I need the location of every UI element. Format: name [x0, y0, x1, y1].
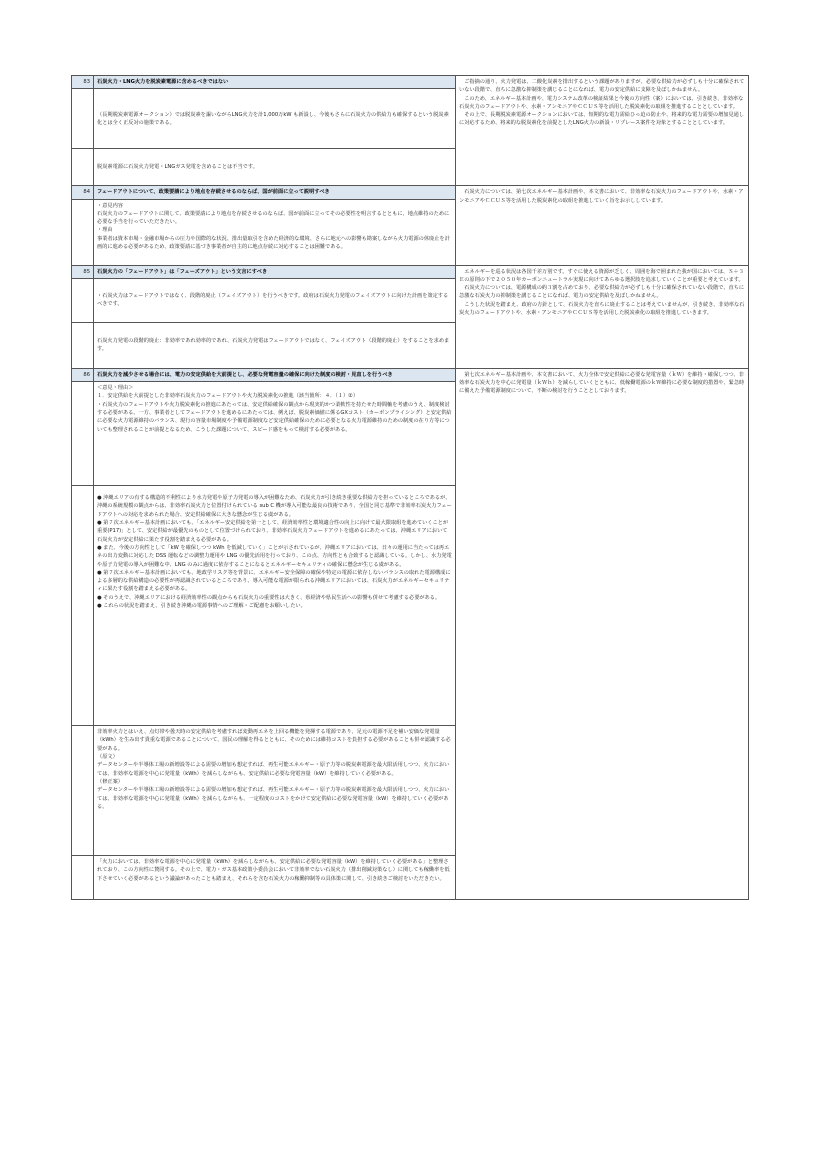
item-number: 83	[72, 76, 94, 89]
answer-cell: ご指摘の通り、火力発電は、二酸化炭素を排出するという課題がありますが、必要な供給力が必ずしも十分に確保されていない段階で、直ちに急激な抑制策を講じることになれば、電力の安定供給に支障を及ぼしかねません。 このため、エネルギー基本計画や、電力システム改革の検証結果と今後の方向性（案）においては、引き続き、非効率な石炭火力のフェードアウトや、水素・アンモニアやＣＣＵＳ等を活用した脱炭素化の取組を推進することとしています。 その上で、長期脱炭素電源オークションにおいては、短期的な電力需給ひっ迫の防止や、将来的な電力需要の増加見通しに対応するため、将来的な脱炭素化を前提としたLNG火力の新設・リプレース案件を対象とすることとしています。	[456, 76, 749, 186]
item-number: 84	[72, 186, 94, 199]
item-header-84	[72, 186, 749, 199]
opinion-text: （長期脱炭素電源オークション）では脱炭素を謳いながらLNG火力を計1,000万kW も新設し、今後もさらに石炭火力の供給力も確保するという脱炭素化とは全く正反対の施策である。	[94, 89, 456, 149]
answer-cell: 石炭火力については、第七次エネルギー基本計画や、本文書において、非効率な石炭火力のフェードアウトや、水素・アンモニアやＣＣＵＳ等を活用した脱炭素化の取組を推進していく旨をお示ししています。	[456, 186, 749, 265]
answer-cell: 第七次エネルギー基本計画や、本文書において、火力全体で安定供給に必要な発電容量（ｋＷ）を維持・確保しつつ、非効率な石炭火力を中心に発電量（ｋＷｈ）を減らしていくとともに、低稼働電源のｋＷ維持に必要な制度的措置や、緊急時に備えた予備電源制度について、不断の検討を行うこととしております。	[456, 368, 749, 899]
item-title: 石炭火力を減少させる場合には、電力の安定供給を大前提とし、必要な発電容量の確保に向けた制度の検討・見直しを行うべき	[94, 368, 456, 381]
item-number: 85	[72, 265, 94, 278]
item-header-86	[72, 368, 749, 381]
answer-cell: エネルギーを巡る状況は各国千差万別です。すぐに使える資源が乏しく、周囲を海で囲まれた我が国においては、Ｓ＋３Ｅの原則の下で２０５０年カーボンニュートラル実現に向けてあらゆる選択肢を追求していくことが重要と考えています。 石炭火力については、電源構成の約３割を占めており、必要な供給力が必ずしも十分に確保されていない段階で、直ちに急激な石炭火力の抑制策を講じることになれば、電力の安定供給を及ぼしかねません。 こうした状況を踏まえ、政府の方針として、石炭火力を直ちに廃止することは考えていませんが、引き続き、非効率な石炭火力のフェードアウトや、水素・アンモニアやＣＣＵＳ等を活用した脱炭素化の取組を推進していきます。	[456, 265, 749, 368]
opinion-text: ・石炭火力はフェードアウトではなく、段階的廃止（フェイズアウト）を行うべきです。政府は石炭火力発電のフェイズアウトに向けた計画を策定するべきです。	[94, 278, 456, 322]
item-header-83	[72, 76, 749, 89]
opinion-text: ・意見内容 石炭火力のフェードアウトに関して、政策要請により地点を存続させるのならば、国が前面に立ってその必要性を明言するとともに、地点維持のために必要な手当を行っていただきたい。 ・理由 事業者は資本市場・金融市場からの圧力や国際的な状況、排出量取引を含めた経済的な環境、さらに地元への影響も勘案しながら火力電源の休廃止を計画的に進める必要があるため、政策要請に基づき事業者が自主的に地点存続に対応することは困難である。	[94, 199, 456, 265]
opinion-text: 石炭火力発電の段階的廃止：非効率であれ効率的であれ、石炭火力発電はフェードアウトではなく、フェイズアウト（段階的廃止）をすることを求めます。	[94, 322, 456, 368]
item-title: 石炭火力・LNG火力を脱炭素電源に含めるべきではない	[94, 76, 456, 89]
opinion-text: ＜意見・理由＞ １．安定供給を大前提とした非効率石炭火力のフェードアウトや火力脱炭素化の推進（該当箇所：４．（１）②） ・石炭火力のフェードアウトや火力脱炭素化の推進にあたっては、安定供給確保の観点から現実的かつ柔軟性を持たせた時間軸を考慮のうえ、制度検討する必要がある。一方、事業者としてフェードアウトを進めるにあたっては、例えば、脱炭素価値に係るGXコスト（カーボンプライシング）と安定供給に必要な火力電源維持のバランス、現行の容量市場制度や予備電源制度など安定供給確保のために必要となる火力電源維持のための制度の在り方等についても整理されることが前提となるため、こうした課題について、スピード感をもって検討する必要がある。	[94, 382, 456, 486]
opinion-text: 非効率火力とはいえ、点灯帯や曇天時の安定供給を考慮すれば変動再エネを上回る機能を発揮する電源であり、足元の電源不足を補い安価な発電量（kWh）を生み出す貴重な電源であることについて、国民の理解を得るとともに、そのためには維持コストを負担する必要があることも併せ認識する必要がある。 （原文） データセンターや半導体工場の新増設等による需要の増加も想定すれば、再生可能エネルギー・原子力等の脱炭素電源を最大限活用しつつ、火力においては、非効率な電源を中心に発電量（kWh）を減らしながらも、安定供給に必要な発電容量（kW）を維持していく必要がある。 （修正案） データセンターや半導体工場の新増設等による需要の増加も想定すれば、再生可能エネルギー・原子力等の脱炭素電源を最大限活用しつつ、火力においては、非効率な電源を中心に発電量（kWh）を減らしながらも、一定程度のコストをかけて安定供給に必要な発電容量（kW）を維持していく必要がある。	[94, 726, 456, 856]
item-header-85	[72, 265, 749, 278]
opinion-text: 「火力においては、非効率な電源を中心に発電量（kWh）を減らしながらも、安定供給に必要な発電容量（kW）を維持していく必要がある」と整理されており、この方向性に賛同する。その上で、電力・ガス基本政策小委員会において非効率でない石炭火力（排出削減対策なし）に関しても稼働率を低下させていく必要があるという議論があったことも踏まえ、それらを含む石炭火力の稼働抑制等の具体策に関して、引き続きご検討をいただきたい。	[94, 856, 456, 900]
opinion-text: 脱炭素電源に石炭火力発電・LNGガス発電を含めることは不当です。	[94, 149, 456, 186]
item-title: 石炭火力の「フェードアウト」は「フェーズアウト」という文言にすべき	[94, 265, 456, 278]
item-title: フェードアウトについて、政策要請により地点を存続させるのならば、国が前面に立って説明すべき	[94, 186, 456, 199]
item-number: 86	[72, 368, 94, 381]
comment-table	[71, 75, 749, 900]
opinion-text: ● 沖縄エリアの有する構造的不利性により水力発電や原子力発電の導入が困難なため、石炭火力が引き続き重要な供給力を担っているところであるが、沖縄の系統規模の観点からは、非効率石炭火力と位置付けられている sub C 機が導入可能な最良の技術であり、全国と同じ基準で非効率石炭火力フェードアウトへの対応を求められた場合、安定供給確保に大きな懸念が生じる虞がある。 ● 第７次エネルギー基本計画においても、「エネルギー安定供給を第一として、経済効率性と環境適合性の向上に向けて最大限取組を進めていくことが重要(P17)」として、安定供給が最優先のものとして位置づけられており、非効率石炭火力フェードアウトを進めるにあたっては、沖縄エリアにおいて石炭火力が安定供給に果たす役割を踏まえる必要がある。 ● また、今後の方向性として「kW を確保しつつ kWh を低減していく」ことが示されているが、沖縄エリアにおいては、日々の運用に当たっては再エネの出力変動に対応した DSS 運転などの調整力運用や LNG の優先活用を行っており、この点、方向性とも合致すると認識している。しかし、水力発電や原子力発電の導入が困難な中、LNG のみに過度に依存することになるとエネルギーセキュリティの確保に懸念が生じる虞がある。 ● 第７次エネルギー基本計画においても、地政学リスク等を背景に、エネルギー安全保障の確保や特定の電源に依存しないバランスの取れた電源構成による多層的な供給構造の必要性が再認識されているところであり、導入可能な電源が限られる沖縄エリアにおいては、石炭火力がエネルギーセキュリティに果たす役割を踏まえる必要がある。 ● そのうえで、沖縄エリアにおける経済効率性の観点からも石炭火力の重要性は大きく、県経済や県民生活への影響も併せて考慮する必要がある。 ● これらの状況を踏まえ、引き続き沖縄の電源事情へのご理解・ご配慮をお願いしたい。	[94, 486, 456, 726]
